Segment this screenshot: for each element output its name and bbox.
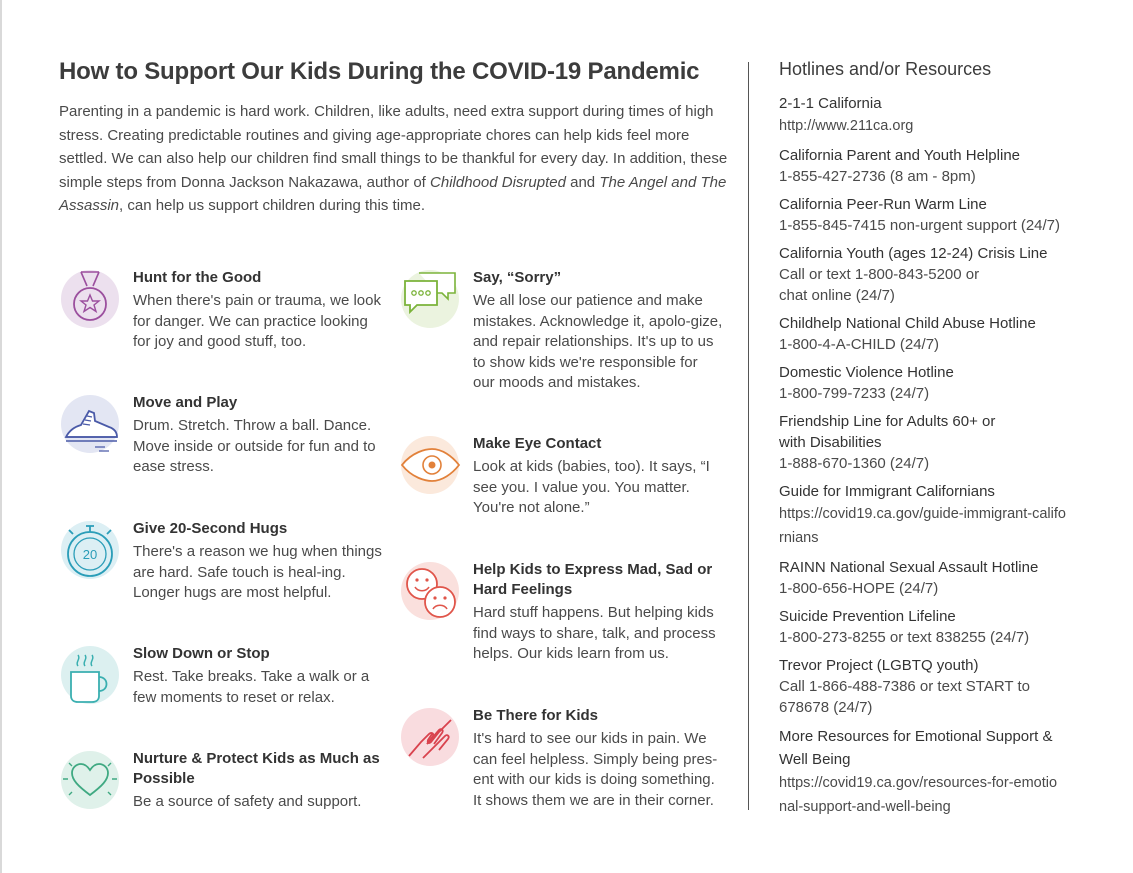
resource-detail: 1-800-273-8255 or text 838255 (24/7)	[779, 629, 1030, 646]
sneaker-icon	[59, 393, 121, 455]
resource-link[interactable]: https://covid19.ca.gov/resources-for-emotional-support-and-well-being	[779, 775, 1058, 815]
page-title: How to Support Our Kids During the COVID-19 Pandemic	[59, 58, 700, 85]
resource-name: Childhelp National Child Abuse Hotline	[779, 315, 1036, 332]
faces-icon	[399, 560, 461, 622]
resource-detail: 1-888-670-1360 (24/7)	[779, 455, 930, 472]
tip-text	[473, 706, 723, 811]
book-title-angel-assassin: The Angel and The Assassin	[59, 173, 727, 214]
resource-name: More Resources for Emotional Support & Well Being	[779, 728, 1053, 768]
tip-text	[473, 434, 723, 519]
tip-body: Hard stuff happens. But helping kids find ways to share, talk, and process helps. Our kids learn from us.	[473, 604, 716, 662]
tip-body: When there's pain or trauma, we look for danger. We can practice looking for joy and good stuff, too.	[133, 292, 381, 350]
tip-heading: Give 20-Second Hugs	[133, 520, 288, 537]
tip-body: It's hard to see our kids in pain. We can feel helpless. Simply being pres-ent with our kids is doing something. It shows them we are in their corner.	[473, 730, 718, 809]
resource-name: Guide for Immigrant Californians	[779, 483, 995, 500]
tip-heading: Say, “Sorry”	[473, 269, 562, 286]
resource-rainn-hotline	[779, 557, 1109, 599]
resource-detail: Call or text 1-800-843-5200 or chat online (24/7)	[779, 266, 980, 304]
resource-name: Domestic Violence Hotline	[779, 364, 954, 381]
resource-name: California Peer-Run Warm Line	[779, 196, 987, 213]
resource-name: Trevor Project (LGBTQ youth)	[779, 657, 979, 674]
holding-hands-icon	[399, 706, 461, 768]
resource-detail: 1-800-799-7233 (24/7)	[779, 385, 930, 402]
tip-heading: Be There for Kids	[473, 707, 599, 724]
resource-link[interactable]: https://covid19.ca.gov/guide-immigrant-californians	[779, 506, 1066, 546]
resource-name: Suicide Prevention Lifeline	[779, 608, 956, 625]
tip-body: Be a source of safety and support.	[133, 793, 362, 810]
tip-text	[133, 749, 383, 813]
stopwatch-number: 20	[82, 547, 98, 562]
heart-icon	[59, 749, 121, 811]
page-edge	[0, 0, 2, 873]
intro-text-end: , can help us support children during this time.	[119, 197, 426, 214]
book-title-childhood-disrupted: Childhood Disrupted	[430, 173, 566, 191]
tip-body: We all lose our patience and make mistakes. Acknowledge it, apolo-gize, and repair relationships. It's up to us to show kids we're responsible for our moods and mistakes.	[473, 292, 723, 391]
resource-detail: 1-800-4-A-CHILD (24/7)	[779, 336, 940, 353]
stopwatch-icon	[59, 519, 121, 581]
resource-suicide-prevention	[779, 606, 1109, 648]
resource-domestic-violence-hotline	[779, 362, 1109, 404]
tip-heading: Make Eye Contact	[473, 435, 602, 452]
tip-text	[473, 268, 723, 394]
medal-icon	[59, 268, 121, 330]
column-divider	[748, 62, 749, 810]
resource-peer-run-warm-line	[779, 194, 1109, 236]
resource-name: Friendship Line for Adults 60+ or with Disabilities	[779, 413, 996, 451]
resource-childhelp-hotline	[779, 313, 1109, 355]
tip-body: Rest. Take breaks. Take a walk or a few moments to reset or relax.	[133, 668, 370, 706]
eye-icon	[399, 434, 461, 496]
tip-text	[133, 268, 383, 353]
tip-body: There's a reason we hug when things are hard. Safe touch is heal-ing. Longer hugs are most helpful.	[133, 543, 382, 601]
resource-friendship-line	[779, 411, 1109, 474]
resource-detail: Call 1-866-488-7386 or text START to 678678 (24/7)	[779, 678, 1030, 716]
resource-more-emotional-support	[779, 725, 1109, 819]
resource-name: California Youth (ages 12-24) Crisis Line	[779, 245, 1048, 262]
resource-immigrant-guide	[779, 481, 1109, 550]
resource-youth-crisis-line	[779, 243, 1109, 306]
tip-body: Drum. Stretch. Throw a ball. Dance. Move inside or outside for fun and to ease stress.	[133, 417, 376, 475]
tip-body: Look at kids (babies, too). It says, “I see you. I value you. You matter. You're not alone.”	[473, 458, 710, 516]
coffee-mug-icon	[59, 644, 121, 706]
intro-text: Parenting in a pandemic is hard work. Children, like adults, need extra support during times of high stress. Creating predictable routines and giving age-appropriate chores can help kids feel more settled. We can also help our children find small things to be thankful for every day. In addition, these simple steps from Donna Jackson Nakazawa, author of	[59, 103, 728, 191]
resource-trevor-project	[779, 655, 1109, 718]
resource-name: California Parent and Youth Helpline	[779, 147, 1021, 164]
tip-heading: Nurture & Protect Kids as Much as Possible	[133, 750, 380, 787]
tip-heading: Help Kids to Express Mad, Sad or Hard Feelings	[473, 561, 713, 598]
tip-text	[133, 519, 383, 604]
resource-211-california	[779, 93, 1109, 138]
resource-detail: 1-855-845-7415 non-urgent support (24/7)	[779, 217, 1061, 234]
intro-paragraph	[59, 100, 729, 218]
resource-detail: 1-855-427-2736 (8 am - 8pm)	[779, 168, 976, 185]
resources-title: Hotlines and/or Resources	[779, 59, 992, 79]
resource-name: 2-1-1 California	[779, 95, 882, 112]
tip-text	[473, 560, 723, 665]
tip-heading: Slow Down or Stop	[133, 645, 270, 662]
tip-heading: Move and Play	[133, 394, 238, 411]
resource-parent-youth-helpline	[779, 145, 1109, 187]
tip-text	[133, 644, 383, 708]
resource-detail: 1-800-656-HOPE (24/7)	[779, 580, 939, 597]
tip-heading: Hunt for the Good	[133, 269, 262, 286]
speech-bubbles-icon	[399, 268, 461, 330]
resources-list	[779, 93, 1109, 826]
tip-text	[133, 393, 383, 478]
intro-and: and	[565, 173, 600, 191]
resource-name: RAINN National Sexual Assault Hotline	[779, 559, 1039, 576]
resource-link[interactable]: http://www.211ca.org	[779, 118, 914, 134]
